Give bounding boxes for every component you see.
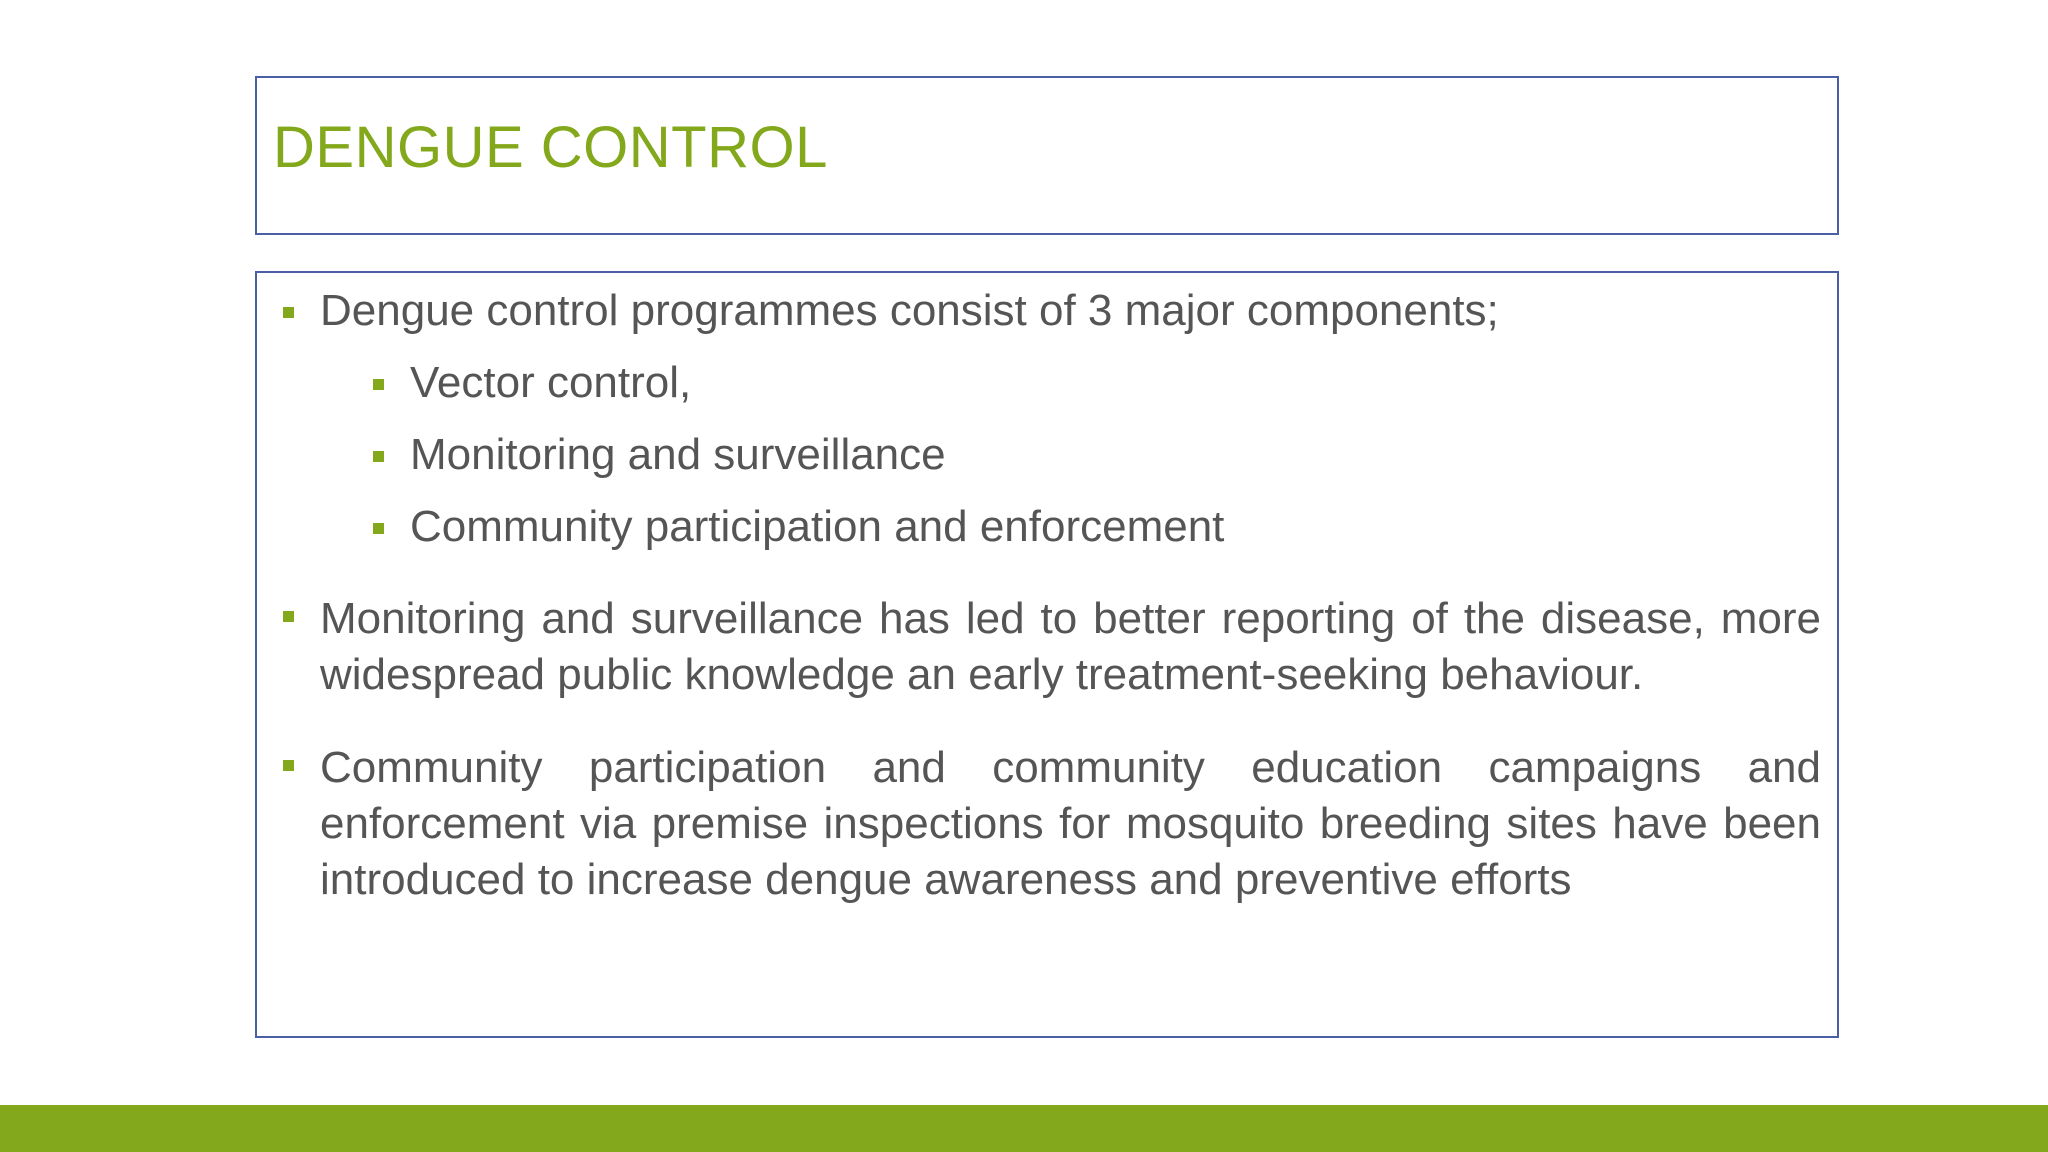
footer-accent-bar [0, 1105, 2048, 1152]
slide-title: DENGUE CONTROL [273, 115, 828, 180]
square-bullet-icon [283, 611, 294, 622]
bullet-item-components [283, 283, 1821, 554]
square-bullet-icon [373, 451, 384, 462]
bullet-text: Community participation and community education campaigns and enforcement via premise inspections for mosquito breeding sites have been introduced to increase dengue awareness and preventive efforts [320, 743, 1821, 904]
sub-bullet-list [320, 355, 1821, 554]
square-bullet-icon [373, 379, 384, 390]
square-bullet-icon [283, 760, 294, 771]
sub-bullet-monitoring [320, 427, 1821, 482]
bullet-text: Monitoring and surveillance has led to better reporting of the disease, more widespread public knowledge an early treatment-seeking behaviour. [320, 594, 1821, 699]
content-placeholder [255, 271, 1839, 1038]
sub-bullet-text: Vector control, [410, 358, 692, 407]
title-placeholder [255, 76, 1839, 235]
bullet-list [283, 283, 1821, 908]
bullet-text: Dengue control programmes consist of 3 major components; [320, 286, 1499, 335]
sub-bullet-community [320, 499, 1821, 554]
sub-bullet-text: Community participation and enforcement [410, 502, 1225, 551]
square-bullet-icon [373, 523, 384, 534]
sub-bullet-text: Monitoring and surveillance [410, 430, 946, 479]
sub-bullet-vector-control [320, 355, 1821, 410]
bullet-item-monitoring [283, 591, 1821, 703]
bullet-item-community [283, 740, 1821, 908]
square-bullet-icon [283, 307, 294, 318]
